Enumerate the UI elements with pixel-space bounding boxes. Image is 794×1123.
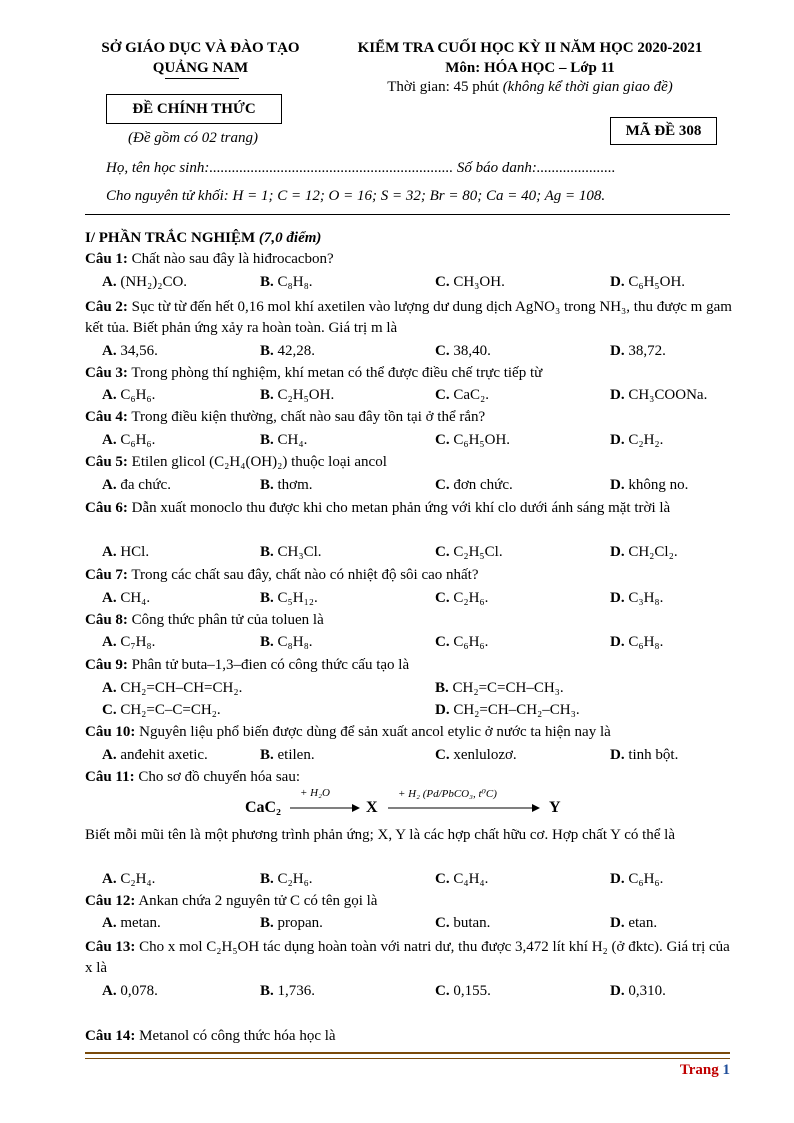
option-9a: A. CH₂=CH–CH=CH₂. bbox=[102, 680, 243, 696]
option-6b: B. CH₃Cl. bbox=[260, 544, 322, 560]
province-name: QUẢNG NAM bbox=[152, 60, 249, 76]
option-10a: A. anđehit axetic. bbox=[102, 747, 208, 763]
option-3b: B. C₂H₅OH. bbox=[260, 387, 335, 403]
option-2b: B. 42,28. bbox=[260, 343, 316, 359]
option-5c: C. đơn chức. bbox=[435, 477, 513, 493]
scheme-arrow2-label: + H₂ (Pd/PbCO₃, t⁰C) bbox=[398, 788, 497, 800]
scheme-end: Y bbox=[549, 799, 561, 816]
reaction-scheme bbox=[240, 785, 570, 825]
option-7b: B. C₅H₁₂. bbox=[260, 590, 318, 606]
option-2a: A. 34,56. bbox=[102, 343, 158, 359]
option-4b: B. CH₄. bbox=[260, 432, 308, 448]
option-5d: D. không no. bbox=[610, 477, 689, 493]
option-7c: C. C₂H₆. bbox=[435, 590, 489, 606]
option-9c: C. CH₂=C–C=CH₂. bbox=[102, 702, 221, 718]
option-13b: B. 1,736. bbox=[260, 983, 316, 999]
option-1a: A. (NH₂)₂CO. bbox=[102, 274, 188, 290]
option-13d: D. 0,310. bbox=[610, 983, 666, 999]
question-4: Câu 4: Trong điều kiện thường, chất nào sau đây tồn tại ở thể rắn? bbox=[85, 409, 486, 425]
option-8d: D. C₆H₈. bbox=[610, 634, 664, 650]
option-13a: A. 0,078. bbox=[102, 983, 158, 999]
question-2: Câu 2: Sục từ từ đến hết 0,16 mol khí axetilen vào lượng dư dung dịch AgNO₃ trong NH₃, thu được m gam kết tủa. Biết phản ứng xảy ra hoàn toàn. Giá trị m là bbox=[85, 299, 732, 336]
option-4a: A. C₆H₆. bbox=[102, 432, 156, 448]
option-12d: D. etan. bbox=[610, 915, 658, 931]
question-3: Câu 3: Trong phòng thí nghiệm, khí metan có thể được điều chế trực tiếp từ bbox=[85, 365, 543, 381]
option-6d: D. CH₂Cl₂. bbox=[610, 544, 678, 560]
student-info-line: Họ, tên học sinh:................................................................. Số báo danh:..................... bbox=[106, 160, 616, 176]
option-4c: C. C₆H₅OH. bbox=[435, 432, 511, 448]
question-10: Câu 10: Nguyên liệu phổ biến được dùng để sản xuất ancol etylic ở nước ta hiện nay là bbox=[85, 724, 611, 740]
option-2c: C. 38,40. bbox=[435, 343, 491, 359]
option-10b: B. etilen. bbox=[260, 747, 315, 763]
option-3a: A. C₆H₆. bbox=[102, 387, 156, 403]
question-1: Câu 1: Chất nào sau đây là hiđrocacbon? bbox=[85, 251, 334, 267]
question-6: Câu 6: Dẫn xuất monoclo thu được khi cho metan phản ứng với khí clo dưới ánh sáng mặt trời là bbox=[85, 500, 671, 516]
option-8b: B. C₈H₈. bbox=[260, 634, 313, 650]
question-9: Câu 9: Phân tử buta–1,3–đien có công thức cấu tạo là bbox=[85, 657, 410, 673]
option-6a: A. HCl. bbox=[102, 544, 150, 560]
option-7a: A. CH₄. bbox=[102, 590, 151, 606]
scheme-arrow1-label: + H₂O bbox=[300, 787, 330, 799]
page-number: Trang 1 bbox=[679, 1062, 730, 1078]
option-9b: B. CH₂=C=CH–CH₃. bbox=[435, 680, 564, 696]
question-13: Câu 13: Cho x mol C₂H₅OH tác dụng hoàn toàn với natri dư, thu được 3,472 lít khí H₂ (ở đktc). Giá trị của x là bbox=[85, 939, 730, 976]
scheme-start: CaC₂ bbox=[245, 799, 281, 816]
option-1d: D. C₆H₅OH. bbox=[610, 274, 686, 290]
option-4d: D. C₂H₂. bbox=[610, 432, 664, 448]
exam-time: Thời gian: 45 phút (không kể thời gian giao đề) bbox=[387, 79, 673, 95]
option-12c: C. butan. bbox=[435, 915, 491, 931]
official-box bbox=[106, 94, 282, 124]
header-divider bbox=[85, 214, 730, 215]
option-11d: D. C₆H₆. bbox=[610, 871, 664, 887]
official-label: ĐỀ CHÍNH THỨC bbox=[132, 101, 256, 117]
option-8a: A. C₇H₈. bbox=[102, 634, 156, 650]
province-underline bbox=[165, 78, 239, 79]
option-6c: C. C₂H₅Cl. bbox=[435, 544, 503, 560]
exam-code-box bbox=[610, 117, 717, 145]
question-7: Câu 7: Trong các chất sau đây, chất nào có nhiệt độ sôi cao nhất? bbox=[85, 567, 479, 583]
exam-code: MÃ ĐỀ 308 bbox=[625, 123, 702, 139]
scheme-mid: X bbox=[366, 799, 378, 816]
question-12: Câu 12: Ankan chứa 2 nguyên tử C có tên gọi là bbox=[85, 893, 378, 909]
arrow-2-icon bbox=[388, 803, 540, 813]
option-2d: D. 38,72. bbox=[610, 343, 666, 359]
arrow-1-icon bbox=[290, 803, 360, 813]
subject: Môn: HÓA HỌC – Lớp 11 bbox=[445, 60, 615, 76]
option-9d: D. CH₂=CH–CH₂–CH₃. bbox=[435, 702, 580, 718]
question-14: Câu 14: Metanol có công thức hóa học là bbox=[85, 1028, 336, 1044]
question-11: Câu 11: Cho sơ đồ chuyển hóa sau: bbox=[85, 769, 301, 785]
option-12a: A. metan. bbox=[102, 915, 161, 931]
option-10d: D. tinh bột. bbox=[610, 747, 679, 763]
option-5a: A. đa chức. bbox=[102, 477, 171, 493]
department-name: SỞ GIÁO DỤC VÀ ĐÀO TẠO bbox=[101, 40, 300, 56]
option-11b: B. C₂H₆. bbox=[260, 871, 313, 887]
option-13c: C. 0,155. bbox=[435, 983, 491, 999]
option-5b: B. thơm. bbox=[260, 477, 313, 493]
option-11c: C. C₄H₄. bbox=[435, 871, 489, 887]
option-3d: D. CH₃COONa. bbox=[610, 387, 708, 403]
option-3c: C. CaC₂. bbox=[435, 387, 489, 403]
option-10c: C. xenlulozơ. bbox=[435, 747, 517, 763]
question-8: Câu 8: Công thức phân tử của toluen là bbox=[85, 612, 324, 628]
question-5: Câu 5: Etilen glicol (C₂H₄(OH)₂) thuộc loại ancol bbox=[85, 454, 387, 470]
question-11-continued: Biết mỗi mũi tên là một phương trình phản ứng; X, Y là các hợp chất hữu cơ. Hợp chất Y có thể là bbox=[85, 827, 676, 843]
exam-title: KIỂM TRA CUỐI HỌC KỲ II NĂM HỌC 2020-2021 bbox=[357, 40, 703, 56]
option-12b: B. propan. bbox=[260, 915, 323, 931]
option-8c: C. C₆H₆. bbox=[435, 634, 489, 650]
atomic-masses: Cho nguyên tử khối: H = 1; C = 12; O = 16; S = 32; Br = 80; Ca = 40; Ag = 108. bbox=[106, 188, 606, 204]
option-1b: B. C₈H₈. bbox=[260, 274, 313, 290]
option-7d: D. C₃H₈. bbox=[610, 590, 664, 606]
page-count: (Đề gồm có 02 trang) bbox=[128, 130, 258, 146]
footer-divider bbox=[85, 1052, 730, 1059]
option-11a: A. C₂H₄. bbox=[102, 871, 156, 887]
option-1c: C. CH₃OH. bbox=[435, 274, 505, 290]
section-title: I/ PHẦN TRẮC NGHIỆM (7,0 điểm) bbox=[85, 230, 322, 246]
